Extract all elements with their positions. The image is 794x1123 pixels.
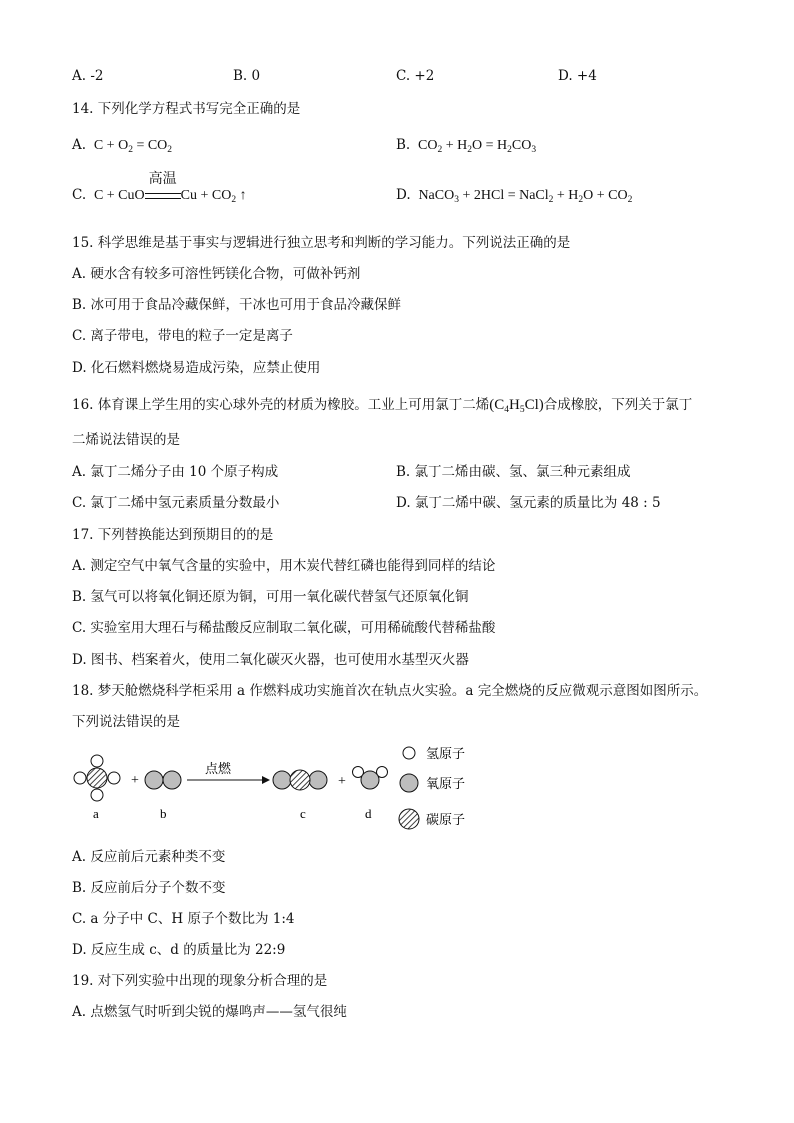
legend-carbon-swatch [399,809,419,829]
q17-option-d: D. 图书、档案着火，使用二氧化碳灭火器，也可使用水基型灭火器 [72,652,469,668]
q19-option-a: A. 点燃氢气时听到尖锐的爆鸣声——氢气很纯 [72,1004,347,1020]
q15-option-d: D. 化石燃料燃烧易造成污染，应禁止使用 [72,360,321,376]
q16-option-c: C. 氯丁二烯中氢元素质量分数最小 [72,495,280,511]
q16-option-d: D. 氯丁二烯中碳、氢元素的质量比为 48 : 5 [396,495,661,511]
equation-a: $C + O_2 = CO_2$ [90,138,173,155]
molecule-a [74,755,120,801]
label-d: d [365,806,372,821]
q14-stem: 14. 下列化学方程式书写完全正确的是 [72,101,301,117]
q18-stem-line2: 下列说法错误的是 [72,714,180,730]
q17-stem: 17. 下列替换能达到预期目的的是 [72,527,274,543]
q15-stem: 15. 科学思维是基于事实与逻辑进行独立思考和判断的学习能力。下列说法正确的是 [72,235,571,251]
label-b: b [160,806,167,821]
molecule-d [353,767,388,790]
q14-option-c: C. C + CuO 高温 $Cu + CO_2$ ↑ [72,172,247,205]
plus-sign-2: + [338,774,346,789]
legend-hydrogen: 氢原子 [426,747,466,762]
molecule-b [145,771,181,789]
q18-option-a: A. 反应前后元素种类不变 [72,849,226,865]
legend-carbon: 碳原子 [426,813,466,828]
q14-option-d: D. NaCO$_3$ + 2HCl = NaCl$_2$ + $H_2O + CO_2$ [396,187,633,205]
q17-option-a: A. 测定空气中氧气含量的实验中，用木炭代替红磷也能得到同样的结论 [72,558,496,574]
legend-oxygen-swatch [400,774,418,792]
molecule-c [273,770,327,790]
q13-option-b: B. 0 [233,68,261,84]
q19-stem: 19. 对下列实验中出现的现象分析合理的是 [72,973,328,989]
q15-option-b: B. 冰可用于食品冷藏保鲜，干冰也可用于食品冷藏保鲜 [72,297,402,313]
q15-option-c: C. 离子带电，带电的粒子一定是离子 [72,328,293,344]
q18-stem-line1: 18. 梦天舱燃烧科学柜采用 a 作燃料成功实施首次在轨点火实验。a 完全燃烧的反应微观示意图如图所示。 [72,683,708,699]
q16-stem-line2: 二烯说法错误的是 [72,432,180,448]
q15-option-a: A. 硬水含有较多可溶性钙镁化合物，可做补钙剂 [72,266,361,282]
q16-option-b: B. 氯丁二烯由碳、氢、氯三种元素组成 [396,464,631,480]
q18-option-d: D. 反应生成 c、d 的质量比为 22:9 [72,942,286,958]
legend-hydrogen-swatch [403,747,415,759]
label-a: a [93,806,99,821]
q13-option-a: A. -2 [72,68,104,84]
formula-chloroprene: $(C_4H_5Cl)$ [489,397,544,415]
legend [399,747,465,829]
q14-option-a: A. $C + O_2 = CO_2$ [72,137,173,155]
reaction-diagram [60,735,500,835]
equation-b: $CO_2 + H_2O = H_2CO_3$ [414,138,537,155]
reaction-arrow [187,776,270,784]
plus-sign-1: + [131,773,139,788]
q13-option-d: D. +4 [558,68,597,84]
q18-option-b: B. 反应前后分子个数不变 [72,880,226,896]
q14-option-b: B. $CO_2 + H_2O = H_2CO_3$ [396,137,537,155]
q17-option-c: C. 实验室用大理石与稀盐酸反应制取二氧化碳，可用稀硫酸代替稀盐酸 [72,620,496,636]
q18-option-c: C. a 分子中 C、H 原子个数比为 1:4 [72,911,295,927]
q17-option-b: B. 氢气可以将氧化铜还原为铜，可用一氧化碳代替氢气还原氧化铜 [72,589,469,605]
q13-option-c: C. +2 [396,68,435,84]
q16-stem-line1: 16. 体育课上学生用的实心球外壳的材质为橡胶。工业上可用氯丁二烯$(C_4H_5Cl)$合成橡胶，下列关于氯丁 [72,397,693,415]
equation-c: C + CuO 高温 $Cu + CO_2$ ↑ [90,172,247,205]
label-c: c [300,806,306,821]
reaction-condition: 高温 [148,172,177,187]
legend-oxygen: 氧原子 [426,777,466,792]
q16-option-a: A. 氯丁二烯分子由 10 个原子构成 [72,464,279,480]
equation-d: NaCO$_3$ + 2HCl = NaCl$_2$ + $H_2O + CO_2$ [414,188,633,205]
arrow-label: 点燃 [205,762,232,777]
